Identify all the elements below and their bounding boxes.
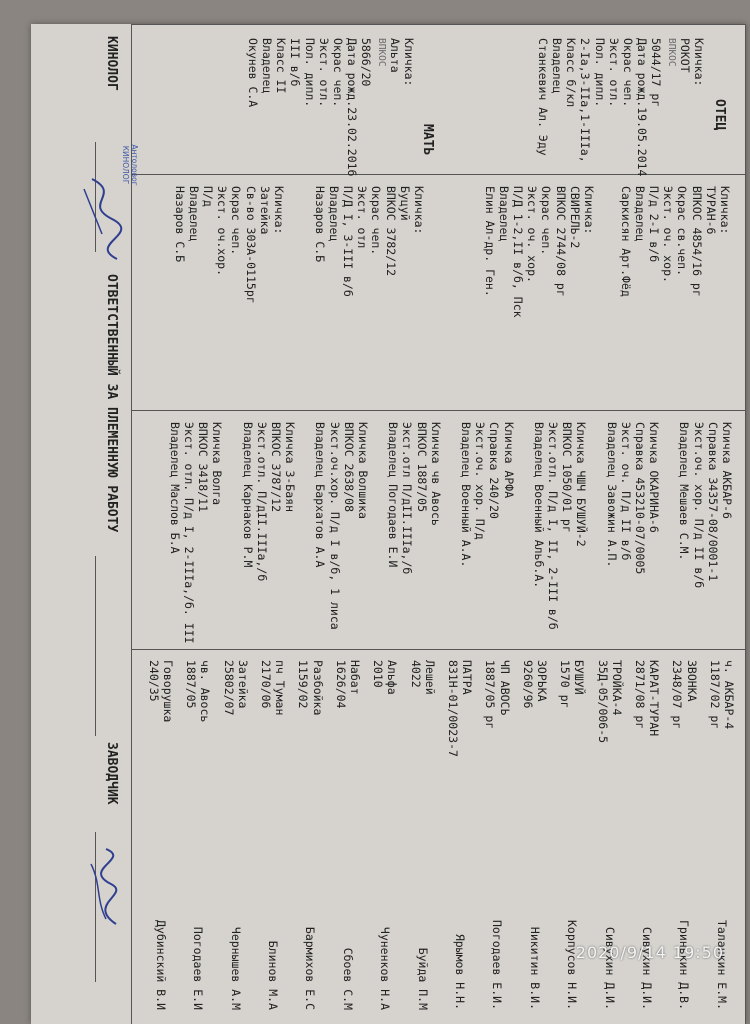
father-mother-field: Владелец — [496, 186, 511, 242]
grandparents-column — [152, 422, 735, 644]
grandparent-field: Владелец Завожин А.П. — [604, 422, 619, 568]
father-father-field: Саркисян Арт.Фёд — [618, 186, 633, 297]
great-grandparent-number: 4022 — [408, 660, 423, 688]
great-grandparent-name: ПАТРА — [460, 660, 475, 695]
great-grandparent-name: Набат — [347, 660, 362, 695]
great-grandparent-owner: Сивухин Д.И. — [602, 926, 617, 1010]
great-grandparent-owner: Сивухин Д.И. — [640, 926, 655, 1010]
stamp-line-2: КИНОЛОГ — [121, 145, 130, 185]
great-grandparent-name: ч. АКБАР-4 — [722, 660, 736, 730]
great-grandparent-entry — [408, 660, 436, 1010]
mother-field: III в/б — [288, 38, 303, 87]
grandparent-field: Кличка чв Авось — [428, 422, 443, 526]
great-grandparent-name: чв. Авось — [198, 660, 213, 723]
mother-father-block — [312, 186, 426, 297]
grandparent-field: Кличка Волга — [210, 422, 225, 506]
column-divider-2 — [132, 410, 746, 411]
great-grandparent-owner: Сбоев С.М — [340, 947, 355, 1010]
grandparent-entry — [677, 422, 734, 644]
great-grandparent-owner: Никитин В.И. — [527, 926, 542, 1010]
grandparent-field: Экст.отл П/дII.IIIа,/б — [400, 422, 415, 575]
great-grandparent-name: Затейка — [235, 660, 250, 709]
great-grandparent-name: Разбойка — [310, 660, 325, 716]
father-father-field: ВПКОС 4854/16 рг — [689, 186, 704, 297]
mother-field: Класс II — [274, 38, 289, 94]
great-grandparent-number: 1887/05 — [184, 660, 199, 709]
mother-field: 5866/20 — [359, 38, 374, 87]
grandparent-field: ВПКОС 3787/12 — [268, 422, 283, 513]
mother-field: Владелец — [259, 38, 274, 94]
great-grandparent-number: 1159/02 — [296, 660, 311, 709]
father-field: Станкевич Ал. Эду — [535, 38, 550, 156]
great-grandparent-entry — [147, 660, 175, 1010]
mother-father-field: ВПКОС 3782/12 — [383, 186, 398, 277]
great-grandparent-owner: Корпусов Н.И. — [565, 919, 580, 1010]
father-father-field: Кличка: — [718, 186, 732, 235]
father-father-field: ТУРАН-6 — [703, 186, 718, 235]
grandparent-field: Кличка ЧШЧ БУШУЙ-2 — [574, 422, 589, 547]
grandparent-field: ВПКОС 1050/01 рг — [560, 422, 575, 533]
grandparent-field: Кличка ОКАРИНА-6 — [647, 422, 662, 533]
table-border-left — [132, 24, 746, 25]
great-grandparent-entry — [296, 660, 324, 1010]
mother-father-field: Экст. отл — [355, 186, 370, 249]
father-father-field: Владелец — [632, 186, 647, 242]
mother-header: МАТЬ — [420, 124, 435, 156]
great-grandparent-owner: Таланкин Е.М. — [714, 919, 729, 1010]
great-grandparent-name: Говорушка — [160, 660, 175, 723]
grandparent-field: Экст.оч.хор. П/д I в/б, 1 лиса — [327, 422, 342, 630]
father-father-field: Экст. оч. хор. — [661, 186, 676, 283]
great-grandparent-number: 1887/05 рг — [483, 660, 498, 730]
mother-mother-field: П/д — [200, 186, 215, 207]
mother-field: Кличка: — [402, 38, 416, 87]
grandparent-entry — [168, 422, 225, 644]
father-header: ОТЕЦ — [712, 99, 727, 131]
great-grandparent-owner: Ярымов Н.Н. — [453, 933, 468, 1010]
great-grandparent-owner: Гринькин Д.В. — [677, 919, 692, 1010]
mother-field: Пол. дипл. — [302, 38, 317, 108]
grandparent-field: ВПКОС 3418/11 — [196, 422, 211, 513]
mother-mother-field: Кличка: — [272, 186, 286, 235]
father-mother-field: СВИРЕЛЬ-2 — [567, 186, 582, 249]
great-grandparent-number: 1187/02 рг — [707, 660, 722, 730]
grandparent-field: Владелец Бархатов А.А — [313, 422, 328, 568]
responsible-label: ОТВЕТСТВЕННЫЙ ЗА ПЛЕМЕННУЮ РАБОТУ — [104, 274, 119, 533]
great-grandparent-owner: Чернышев А.М — [228, 926, 243, 1010]
mother-mother-field: Владелец — [186, 186, 201, 242]
great-grandparent-name: пч Туман — [273, 660, 288, 716]
great-grandparent-number: 2871/08 рг — [632, 660, 647, 730]
great-grandparent-entry — [483, 660, 511, 1010]
great-grandparent-name: КАРАТ-ТУРАН — [647, 660, 662, 737]
mother-mother-field: Затейка — [257, 186, 272, 235]
father-field: Экст. отл. — [606, 38, 621, 108]
mother-mother-field: Назаров С.Б — [172, 186, 187, 263]
mother-father-field: П/Д I, 3-III в/б — [340, 186, 355, 297]
grandparent-field: Справка 240/20 — [487, 422, 502, 519]
father-field: 5044/17 рг — [649, 38, 664, 108]
grandparent-entry — [459, 422, 516, 644]
mother-father-field: Окрас чеп. — [369, 186, 384, 256]
great-grandparent-entry — [184, 660, 212, 1010]
father-father-field: П/д 2-I в/б — [646, 186, 661, 263]
grandparent-field: Экст.оч. хор. П/д — [473, 422, 488, 540]
mother-mother-block — [172, 186, 286, 304]
mother-mother-field: Окрас чеп. — [229, 186, 244, 256]
grandparent-entry — [604, 422, 661, 644]
great-grandparent-number: 2170/06 — [258, 660, 273, 709]
grandparent-field: Кличка АРФА — [501, 422, 516, 499]
father-mother-field: П/Д 1-2,II в/б, Пск — [510, 186, 525, 318]
grandparent-field: Экст. отл. П/д I, 2-IIIа,/б. III — [181, 422, 196, 644]
mother-father-field: Назаров С.Б — [312, 186, 327, 263]
mother-father-field: Кличка: — [412, 186, 426, 235]
great-grandparent-owner: Блинов М.А — [266, 940, 281, 1010]
father-field: Класс б/кл — [564, 38, 579, 108]
father-father-block — [618, 186, 732, 297]
great-grandparent-owner: Погодаев Е.И. — [490, 919, 505, 1010]
grandparent-field: Владелец Военный А.А. — [458, 422, 473, 568]
father-field: Пол. дипл. — [592, 38, 607, 108]
breeder-label: ЗАВОДЧИК — [104, 742, 119, 805]
great-grandparent-number: 831Н-01/0023-7 — [445, 660, 460, 757]
great-grandparent-owner: Буйда П.М — [415, 947, 430, 1010]
grandparent-field: Кличка АКБАР-6 — [720, 422, 734, 519]
great-grandparent-entry — [259, 660, 287, 1010]
great-grandparent-entry — [446, 660, 474, 1010]
grandparent-field: Справка 34357-08/0001-1 — [705, 422, 720, 582]
grandparent-field: Кличка Волшика — [355, 422, 370, 519]
great-grandparent-number: 2010 — [371, 660, 386, 688]
great-grandparent-number: 240/35 — [146, 660, 161, 702]
great-grandparent-owner: Погодаев Е.И — [191, 926, 206, 1010]
grandparent-field: Экст.отл. П/д I, II, 2-III в/б — [545, 422, 560, 630]
father-field: 2-Iа,3-IIа,1-IIIа, — [578, 38, 593, 163]
grandparent-field: Экст. оч. П/д II в/б — [618, 422, 633, 561]
great-grandparent-name: ЗОРЬКА — [534, 660, 549, 702]
father-field: Окрас чеп. — [620, 38, 635, 108]
mother-field: Дата рожд.23.02.2016 — [345, 38, 360, 177]
great-grandparent-owner: Дубинский В.И — [153, 919, 168, 1010]
great-grandparent-name: БУШУЙ — [572, 660, 587, 695]
father-field: Владелец — [549, 38, 564, 94]
father-field: ВПКОС — [665, 38, 677, 67]
father-mother-block — [482, 186, 596, 318]
kinolog-stamp — [89, 133, 139, 197]
grandparent-field: ВПКОС 1887/05 — [414, 422, 429, 513]
great-grandparent-name: ЗВОНКА — [684, 660, 699, 702]
father-mother-field: Окрас чеп. — [539, 186, 554, 256]
photo-timestamp: 2020/9/14 19:50 — [575, 943, 724, 962]
great-grandparent-entry — [371, 660, 399, 1010]
father-field: Кличка: — [692, 38, 706, 87]
mother-field: Альта — [387, 38, 402, 73]
great-grandparent-number: 35Д-05/006-5 — [595, 660, 610, 744]
great-grandparent-number: 25802/07 — [221, 660, 236, 716]
mother-father-field: Буцуй — [397, 186, 412, 221]
great-grandparent-name: Альфа — [385, 660, 400, 695]
great-grandparent-number: 1570 рг — [558, 660, 573, 709]
grandparent-entry — [386, 422, 443, 644]
mother-field: Окрас чеп. — [330, 38, 345, 108]
grandparent-field: ВПКОС 2638/08 — [341, 422, 356, 513]
great-grandparent-owner: Бармихов Е.С — [303, 926, 318, 1010]
great-grandparent-name: ЧП АВОСЬ — [497, 660, 512, 716]
column-divider-3 — [132, 649, 746, 650]
grandparent-field: Справка 453210-07/0005 — [632, 422, 647, 575]
great-grandparent-entry — [521, 660, 549, 1010]
mother-field: Экст. отл. — [316, 38, 331, 108]
mother-field: ВПКОС — [375, 38, 387, 67]
great-grandparent-entry — [221, 660, 249, 1010]
mother-field: Окунев С.А — [245, 38, 260, 108]
stamp-line-1: Антоловог — [130, 144, 139, 186]
grandparent-entry — [313, 422, 370, 644]
great-grandparent-number: 1626/04 — [333, 660, 348, 709]
mother-mother-field: Экст. оч.хор. — [215, 186, 230, 277]
great-grandparent-owner: Чуненков Н.А — [378, 926, 393, 1010]
grandparent-field: Кличка З-Баян — [283, 422, 298, 513]
grandparent-field: Владелец Карнаков Р.М — [240, 422, 255, 568]
great-grandparent-number: 9260/96 — [520, 660, 535, 709]
breeder-signature — [76, 844, 136, 934]
father-mother-field: ВПКОС 2744/08 рг — [553, 186, 568, 297]
father-field: РОКОТ — [677, 38, 692, 73]
great-grandparent-number: 2348/07 рг — [670, 660, 685, 730]
mother-father-field: Владелец — [326, 186, 341, 242]
grandparent-field: Владелец Военный Альб.А. — [531, 422, 546, 589]
father-block — [536, 38, 706, 176]
great-grandparent-name: ТРОЙКА-4 — [609, 660, 624, 716]
father-mother-field: Елин Ал-др. Ген. — [482, 186, 497, 297]
father-field: Дата рожд.19.05.2014 — [635, 38, 650, 177]
great-grandparent-name: Лешей — [422, 660, 437, 695]
grandparent-field: Экст.отл. П/дII.IIIа,/б — [254, 422, 269, 582]
grandparent-field: Владелец Мешаев С.М. — [677, 422, 692, 561]
grandparent-entry — [240, 422, 297, 644]
grandparent-field: Владелец Маслов Б.А — [167, 422, 182, 554]
grandparent-field: Экст.оч. хор. П/д II в/б — [691, 422, 706, 589]
mother-block — [246, 38, 416, 176]
father-father-field: Окрас св.чеп. — [675, 186, 690, 277]
father-mother-field: Экст. оч. хор. — [525, 186, 540, 283]
mother-mother-field: Св-во 303А-0115рг — [243, 186, 258, 304]
responsible-signature-line — [95, 556, 96, 736]
grandparent-entry — [532, 422, 589, 644]
father-mother-field: Кличка: — [582, 186, 596, 235]
great-grandparent-entry — [334, 660, 362, 1010]
grandparent-field: Владелец Погодаев Е.И — [386, 422, 401, 568]
kinolog-label: КИНОЛОГ — [104, 36, 119, 91]
